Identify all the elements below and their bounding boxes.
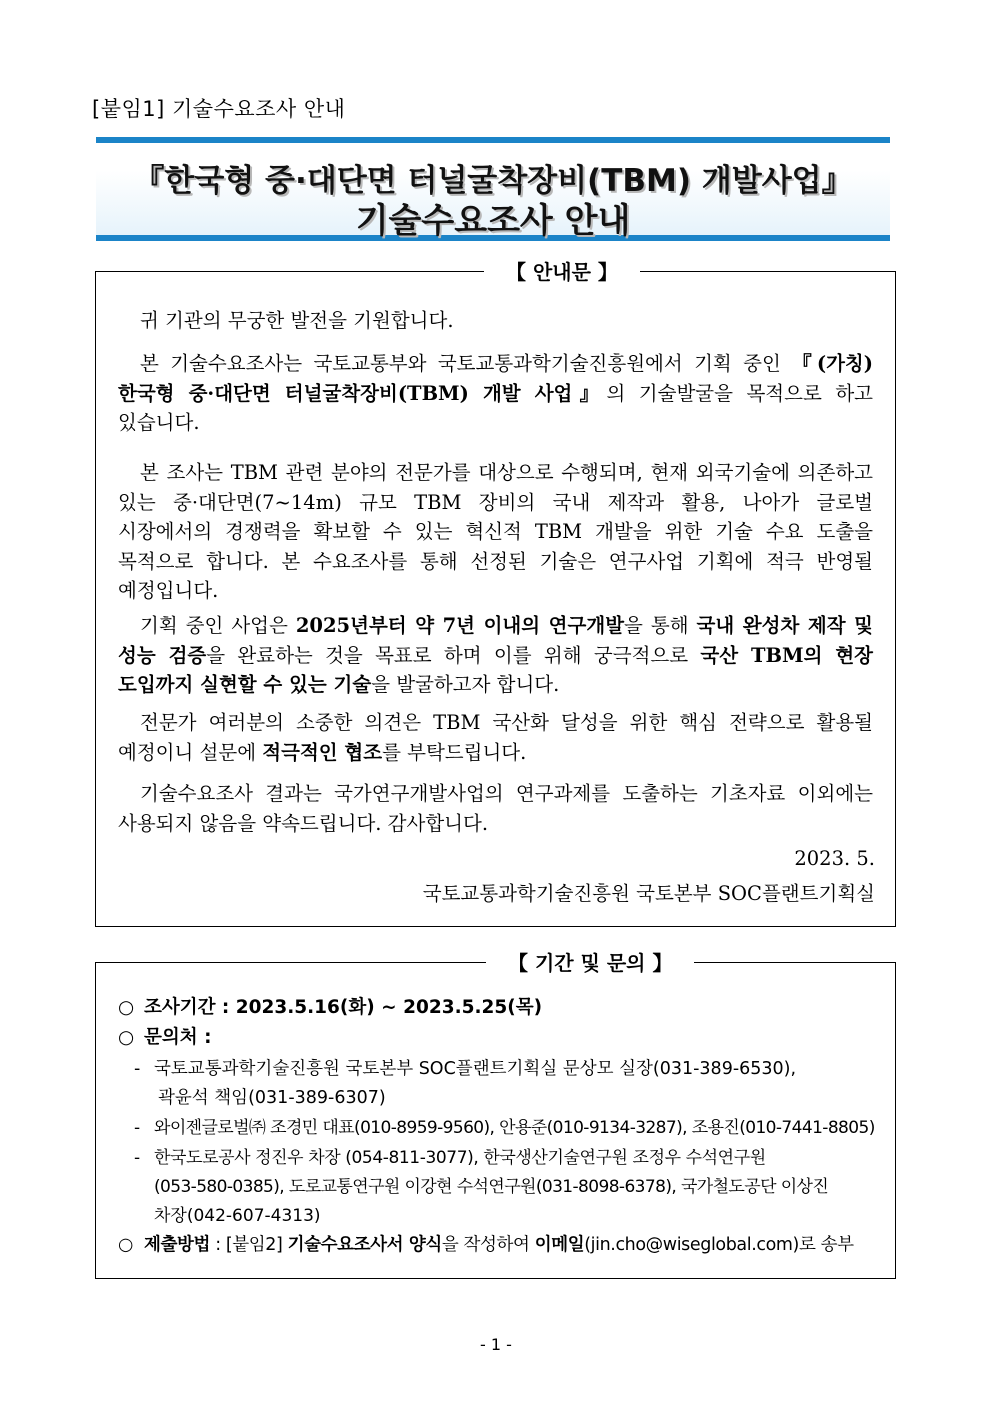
contact-item-3-cont2: 차장(042-607-4313) xyxy=(154,1206,321,1226)
notice-heading: 【 안내문 】 xyxy=(484,256,640,285)
notice-paragraph-2: 본 기술수요조사는 국토교통부와 국토교통과학기술진흥원에서 기획 중인 『(가칭)한국형 중·대단면 터널굴착장비(TBM) 개발 사업』의 기술발굴을 목적으로 하고 있습니다. xyxy=(118,352,873,434)
dash-icon: - xyxy=(134,1148,140,1168)
notice-date: 2023. 5. xyxy=(794,847,875,870)
bullet-icon: ○ xyxy=(118,1027,135,1048)
banner-title-line1: 『한국형 중·대단면 터널굴착장비(TBM) 개발사업』 xyxy=(133,163,853,199)
notice-paragraph-6: 기술수요조사 결과는 국가연구개발사업의 연구과제를 도출하는 기초자료 이외에는 사용되지 않음을 약속드립니다. 감사합니다. xyxy=(118,782,873,835)
notice-paragraph-4: 기획 중인 사업은 2025년부터 약 7년 이내의 연구개발을 통해 국내 완성차 제작 및 성능 검증을 완료하는 것을 목표로 하며 이를 위해 궁극적으로 국산 TBM의 현장 도입까지 실현할 수 있는 기술을 발굴하고자 합니다. xyxy=(118,614,874,696)
bullet-icon: ○ xyxy=(118,997,135,1018)
info-box xyxy=(95,951,896,1279)
contact-item-1: - 국토교통과학기술진흥원 국토본부 SOC플랜트기획실 문상모 실장(031-389-6530), xyxy=(134,1055,796,1085)
notice-paragraph-3: 본 조사는 TBM 관련 분야의 전문가를 대상으로 수행되며, 현재 외국기술에 의존하고 있는 중·대단면(7~14m) 규모 TBM 장비의 국내 제작과 활용, 나아가 글로벌 시장에서의 경쟁력을 확보할 수 있는 혁신적 TBM 개발을 위한 기술 수요 도출을 목적으로 합니다. 본 수요조사를 통해 선정된 기술은 연구사업 기획에 적극 반영될 예정입니다. xyxy=(118,461,873,602)
bullet-icon: ○ xyxy=(118,1235,133,1255)
info-heading: 【 기간 및 문의 】 xyxy=(486,947,694,976)
notice-paragraph-1: 귀 기관의 무궁한 발전을 기원합니다. xyxy=(140,309,454,332)
attachment-label: [붙임1] 기술수요조사 안내 xyxy=(92,97,346,121)
contact-item-3-cont: (053-580-0385), 도로교통연구원 이강현 수석연구원(031-8098-6378), 국가철도공단 이상진 xyxy=(154,1177,829,1197)
banner-title-line2: 기술수요조사 안내 xyxy=(355,201,631,241)
project-name: 『(가칭)한국형 중·대단면 터널굴착장비(TBM) 개발 사업』 xyxy=(118,352,873,405)
contact-item-2: - 와이젠글로벌㈜ 조경민 대표(010-8959-9560), 안용준(010-9134-3287), 조용진(010-7441-8805) xyxy=(134,1114,875,1144)
notice-paragraph-5: 전문가 여러분의 소중한 의견은 TBM 국산화 달성을 위한 핵심 전략으로 활용될 예정이니 설문에 적극적인 협조를 부탁드립니다. xyxy=(118,711,873,764)
dash-icon: - xyxy=(134,1118,140,1138)
submit-row: ○ 제출방법 : [붙임2] 기술수요조사서 양식을 작성하여 이메일(jin.cho@wiseglobal.com)로 송부 xyxy=(118,1231,854,1261)
notice-box xyxy=(95,260,896,927)
notice-organization: 국토교통과학기술진흥원 국토본부 SOC플랜트기획실 xyxy=(422,882,875,905)
page-number: - 1 - xyxy=(480,1335,512,1354)
title-banner xyxy=(96,137,890,241)
contact-item-3: - 한국도로공사 정진우 차장 (054-811-3077), 한국생산기술연구원 조정우 수석연구원 xyxy=(134,1144,766,1174)
contact-row: ○ 문의처 : xyxy=(118,1023,211,1053)
dash-icon: - xyxy=(134,1059,141,1079)
submit-email: (jin.cho@wiseglobal.com)로 송부 xyxy=(584,1235,854,1255)
period-row: ○ 조사기간 : 2023.5.16(화) ~ 2023.5.25(목) xyxy=(118,993,542,1023)
contact-item-1-cont: 곽윤석 책임(031-389-6307) xyxy=(158,1088,386,1108)
